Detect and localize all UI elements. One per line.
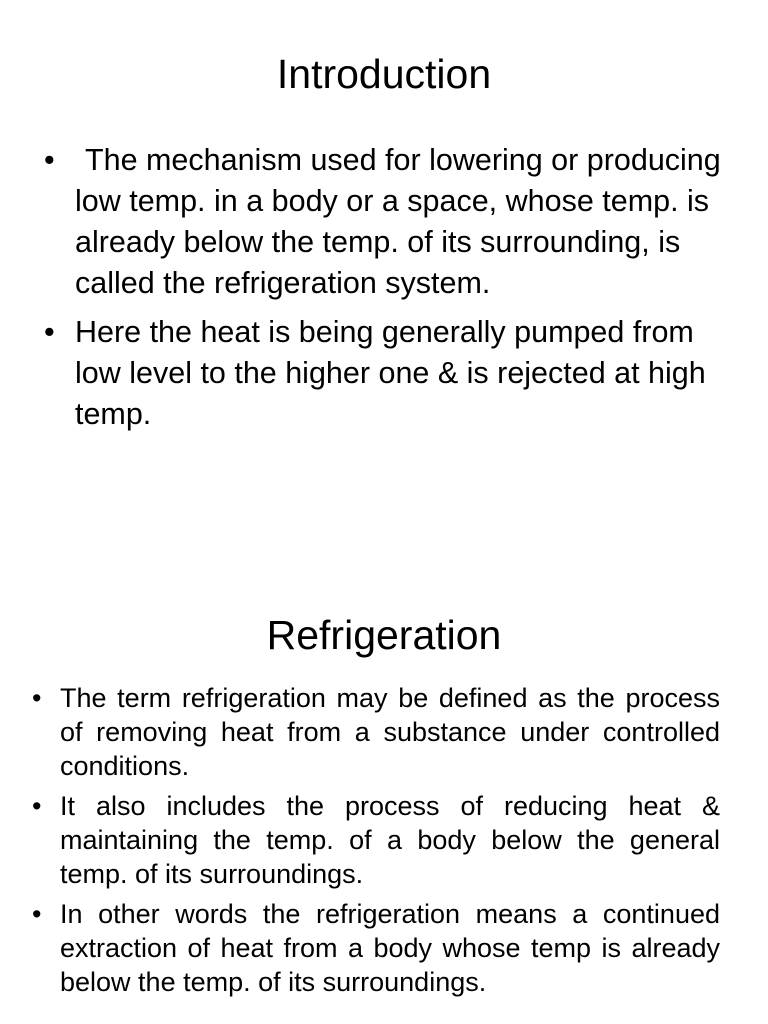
bullet-list — [44, 140, 734, 443]
bullet-list — [32, 681, 720, 1005]
slide-refrigeration — [0, 512, 768, 1024]
bullet-item — [44, 140, 734, 304]
bullet-icon: • — [32, 683, 42, 713]
bullet-text: In other words the refrigeration means a continued extraction of heat from a body whose temp is already below the temp. of its surroundings. — [60, 899, 720, 997]
bullet-item — [44, 312, 734, 435]
bullet-item — [32, 681, 720, 783]
bullet-icon: • — [44, 143, 55, 177]
slide-title: Refrigeration — [266, 612, 502, 658]
bullet-icon: • — [32, 899, 42, 929]
bullet-text: It also includes the process of reducing heat & maintaining the temp. of a body below the general temp. of its surroundings. — [60, 791, 720, 889]
bullet-item — [32, 789, 720, 891]
bullet-icon: • — [44, 315, 55, 349]
bullet-text: Here the heat is being generally pumped from low level to the higher one & is rejected at high temp. — [75, 315, 706, 431]
bullet-text: The term refrigeration may be defined as the process of removing heat from a substance under controlled conditions. — [60, 683, 720, 781]
slide-title: Introduction — [276, 51, 492, 97]
bullet-icon: • — [32, 791, 42, 821]
bullet-text: The mechanism used for lowering or producing low temp. in a body or a space, whose temp. is already below the temp. of its surrounding, is called the refrigeration system. — [75, 143, 721, 300]
bullet-item — [32, 897, 720, 999]
